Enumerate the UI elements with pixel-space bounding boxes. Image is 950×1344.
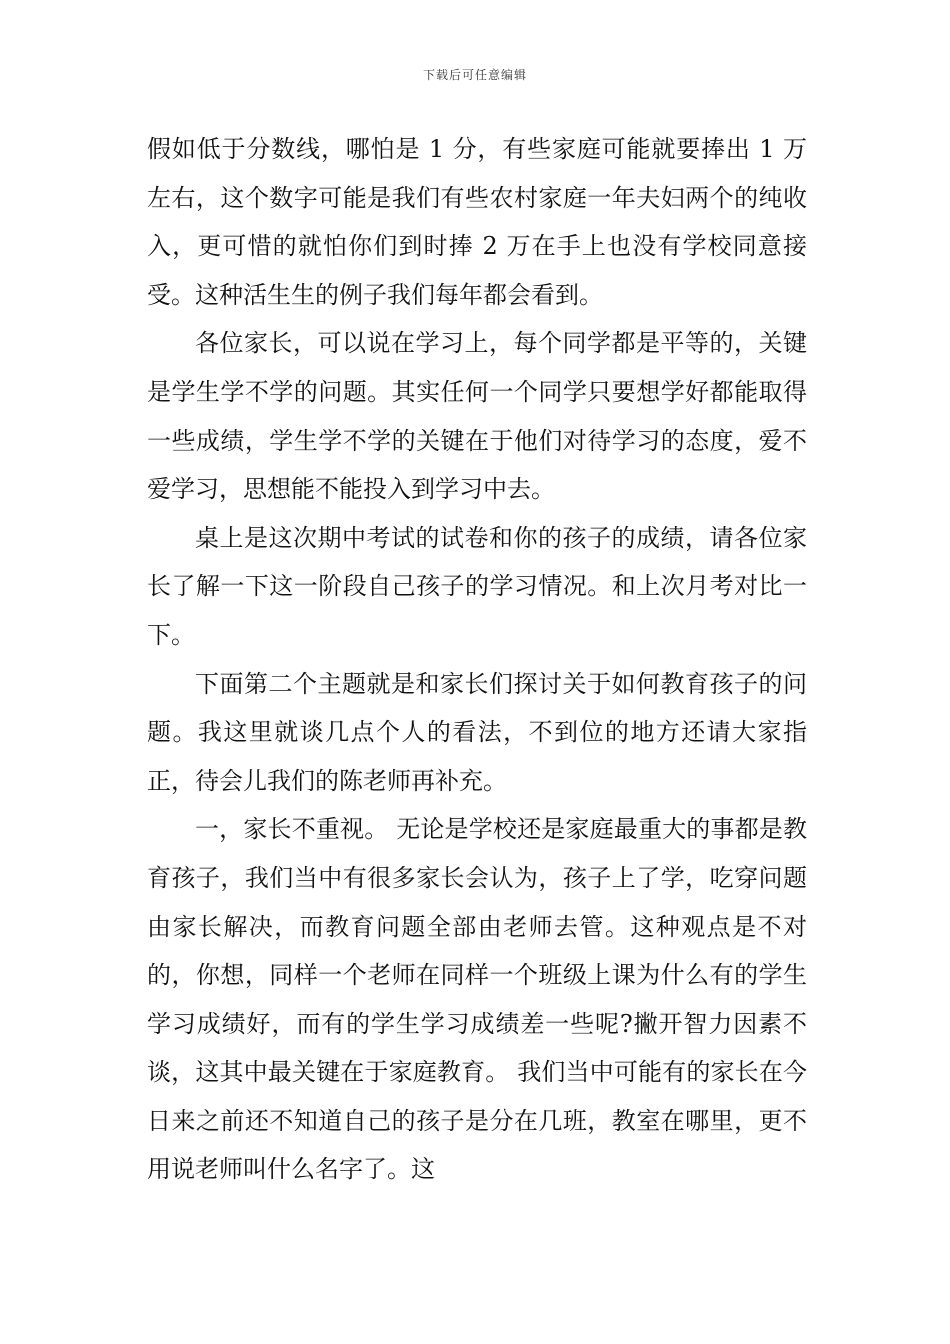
paragraph-3: 桌上是这次期中考试的试卷和你的孩子的成绩，请各位家长了解一下这一阶段自己孩子的学习情况。和上次月考对比一下。 xyxy=(147,523,807,649)
paragraph-5: 一，家长不重视。 无论是学校还是家庭最重大的事都是教育孩子，我们当中有很多家长会认为，孩子上了学，吃穿问题由家长解决，而教育问题全部由老师去管。这种观点是不对的，你想，同样一个老师在同样一个班级上课为什么有的学生学习成绩好，而有的学生学习成绩差一些呢?撇开智力因素不谈，这其中最关键在于家庭教育。 我们当中可能有的家长在今日来之前还不知道自己的孩子是分在几班，教室在哪里，更不用说老师叫什么名字了。这 xyxy=(147,815,807,1184)
paragraph-2: 各位家长，可以说在学习上，每个同学都是平等的，关键是学生学不学的问题。其实任何一个同学只要想学好都能取得一些成绩，学生学不学的关键在于他们对待学习的态度，爱不爱学习，思想能不能投入到学习中去。 xyxy=(147,329,807,504)
document-body xyxy=(147,125,807,1194)
page-header: 下载后可任意编辑 xyxy=(422,68,527,82)
paragraph-1: 假如低于分数线，哪怕是 1 分，有些家庭可能就要捧出 1 万左右，这个数字可能是我们有些农村家庭一年夫妇两个的纯收入，更可惜的就怕你们到时捧 2 万在手上也没有学校同意接受。这种活生生的例子我们每年都会看到。 xyxy=(147,135,807,309)
paragraph-4: 下面第二个主题就是和家长们探讨关于如何教育孩子的问题。我这里就谈几点个人的看法，不到位的地方还请大家指正，待会儿我们的陈老师再补充。 xyxy=(147,669,807,795)
